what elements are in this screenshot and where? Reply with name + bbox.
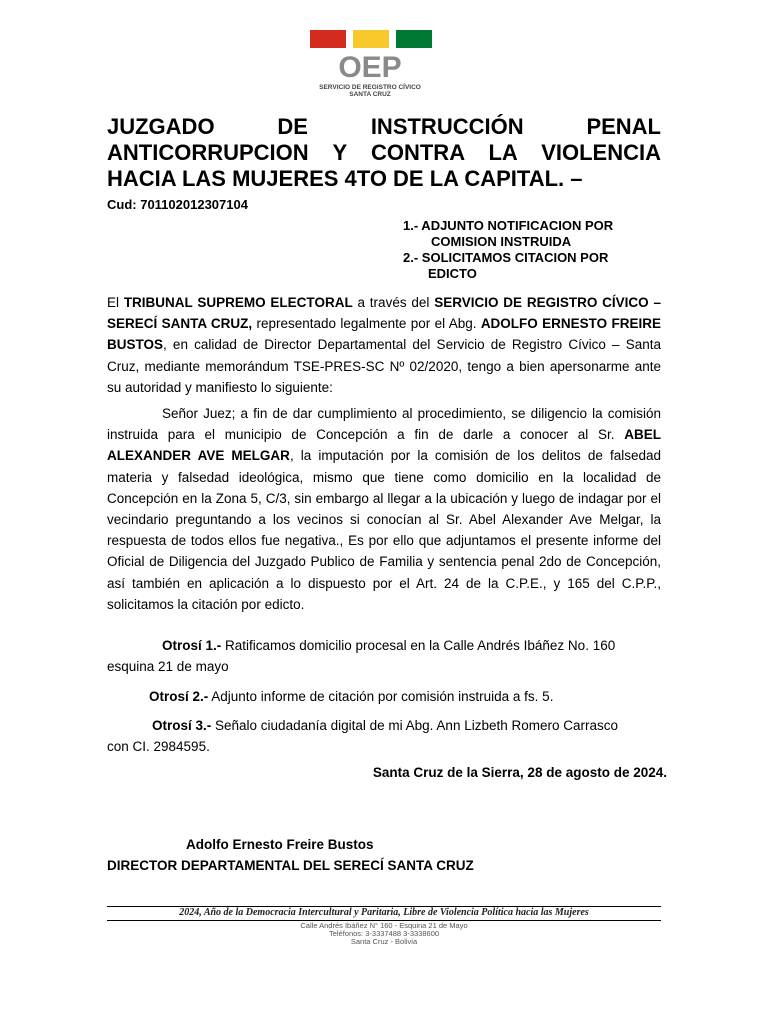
- red-bar: [310, 30, 346, 48]
- intro-text-4: , en calidad de Director Departamental del Servicio de Registro Cívico – Santa Cruz, mediante memorándum TSE-PRES-SC Nº 02/2020, tengo a bien apersonarme ante su autoridad y manifiesto lo siguiente:: [107, 337, 661, 395]
- logo-subtitle-1: SERVICIO DE REGISTRO CÍVICO: [319, 84, 421, 91]
- reference-2: [403, 250, 608, 282]
- otrosi-3: [152, 715, 618, 736]
- otrosi-2-text: Adjunto informe de citación por comisión instruida a fs. 5.: [208, 689, 554, 704]
- footer-city: Santa Cruz - Bolivia: [350, 937, 418, 946]
- otrosi-3-text: Señalo ciudadanía digital de mi Abg. Ann Lizbeth Romero Carrasco: [211, 718, 619, 733]
- footer-slogan: 2024, Año de la Democracia Intercultural y Paritaria, Libre de Violencia Política hacia las Mujeres: [179, 907, 589, 918]
- document-date: Santa Cruz de la Sierra, 28 de agosto de 2024.: [372, 765, 667, 780]
- body-text-1: Señor Juez; a fin de dar cumplimiento al procedimiento, se diligencio la comisión instruida para el municipio de Concepción a fin de darle a conocer al Sr.: [107, 406, 661, 443]
- signatory-title: DIRECTOR DEPARTAMENTAL DEL SERECÍ SANTA CRUZ: [107, 858, 474, 873]
- footer-address: Calle Andrés Ibáñez N° 160 - Esquina 21 de Mayo: [300, 921, 468, 930]
- intro-bold-1: TRIBUNAL SUPREMO ELECTORAL: [123, 295, 353, 310]
- intro-bold-2: SERVICIO DE REGISTRO CÍVICO – SERECÍ SANTA CRUZ,: [107, 295, 661, 332]
- otrosi-3-continuation: con CI. 2984595.: [107, 739, 210, 754]
- yellow-bar: [353, 30, 389, 48]
- intro-bold-3: ADOLFO ERNESTO FREIRE BUSTOS: [107, 316, 661, 353]
- otrosi-1-label: Otrosí 1.-: [162, 638, 222, 653]
- intro-text-1: El: [107, 295, 124, 310]
- intro-text-3: representado legalmente por el Abg.: [252, 316, 481, 332]
- footer-phones: Teléfonos: 3-3337488 3-3338600: [328, 929, 440, 938]
- reference-1-line2: COMISION INSTRUIDA: [431, 234, 572, 249]
- body-paragraph: [107, 403, 661, 615]
- oep-logo: [290, 28, 450, 98]
- reference-2-line1: 2.- SOLICITAMOS CITACION POR: [403, 250, 609, 265]
- signatory-name: Adolfo Ernesto Freire Bustos: [186, 837, 374, 852]
- oep-wordmark: [308, 50, 433, 82]
- reference-1: [403, 218, 613, 250]
- case-code: Cud: 701102012307104: [107, 197, 248, 212]
- body-bold-1: ABEL ALEXANDER AVE MELGAR: [107, 427, 661, 464]
- oep-wordmark-text: OEP: [338, 51, 402, 82]
- court-title: JUZGADO DE INSTRUCCIÓN PENAL ANTICORRUPCION Y CONTRA LA VIOLENCIA HACIA LAS MUJERES 4TO DE LA CAPITAL. –: [107, 114, 661, 191]
- otrosi-2-label: Otrosí 2.-: [149, 689, 209, 704]
- green-bar: [396, 30, 432, 48]
- reference-2-line2: EDICTO: [428, 266, 477, 281]
- otrosi-3-label: Otrosí 3.-: [152, 718, 212, 733]
- logo-subtitle-2: SANTA CRUZ: [349, 91, 391, 98]
- reference-1-line1: 1.- ADJUNTO NOTIFICACION POR: [403, 218, 614, 233]
- otrosi-1-text: Ratificamos domicilio procesal en la Calle Andrés Ibáñez No. 160: [221, 638, 616, 653]
- otrosi-2: [149, 686, 553, 707]
- otrosi-1: [162, 635, 615, 656]
- body-text-2: , la imputación por la comisión de los delitos de falsedad materia y falsedad ideológica, mismo que tiene como domicilio en la localidad de Concepción en la Zona 5, C/3, sin embargo al llegar a la ubicación y luego de indagar por el vecindario preguntando a los vecinos si conocían al Sr. Abel Alexander Ave Melgar, la respuesta de todos ellos fue negativa., Es por ello que adjuntamos el presente informe del Oficial de Diligencia del Juzgado Publico de Familia y sentencia penal 2do de Concepción, así también en aplicación a lo dispuesto por el Art. 24 de la C.P.E., y 165 del C.P.P., solicitamos la citación por edicto.: [107, 448, 661, 612]
- otrosi-1-continuation: esquina 21 de mayo: [107, 659, 229, 674]
- intro-text-2: a través del: [352, 295, 435, 310]
- intro-paragraph: [107, 292, 661, 398]
